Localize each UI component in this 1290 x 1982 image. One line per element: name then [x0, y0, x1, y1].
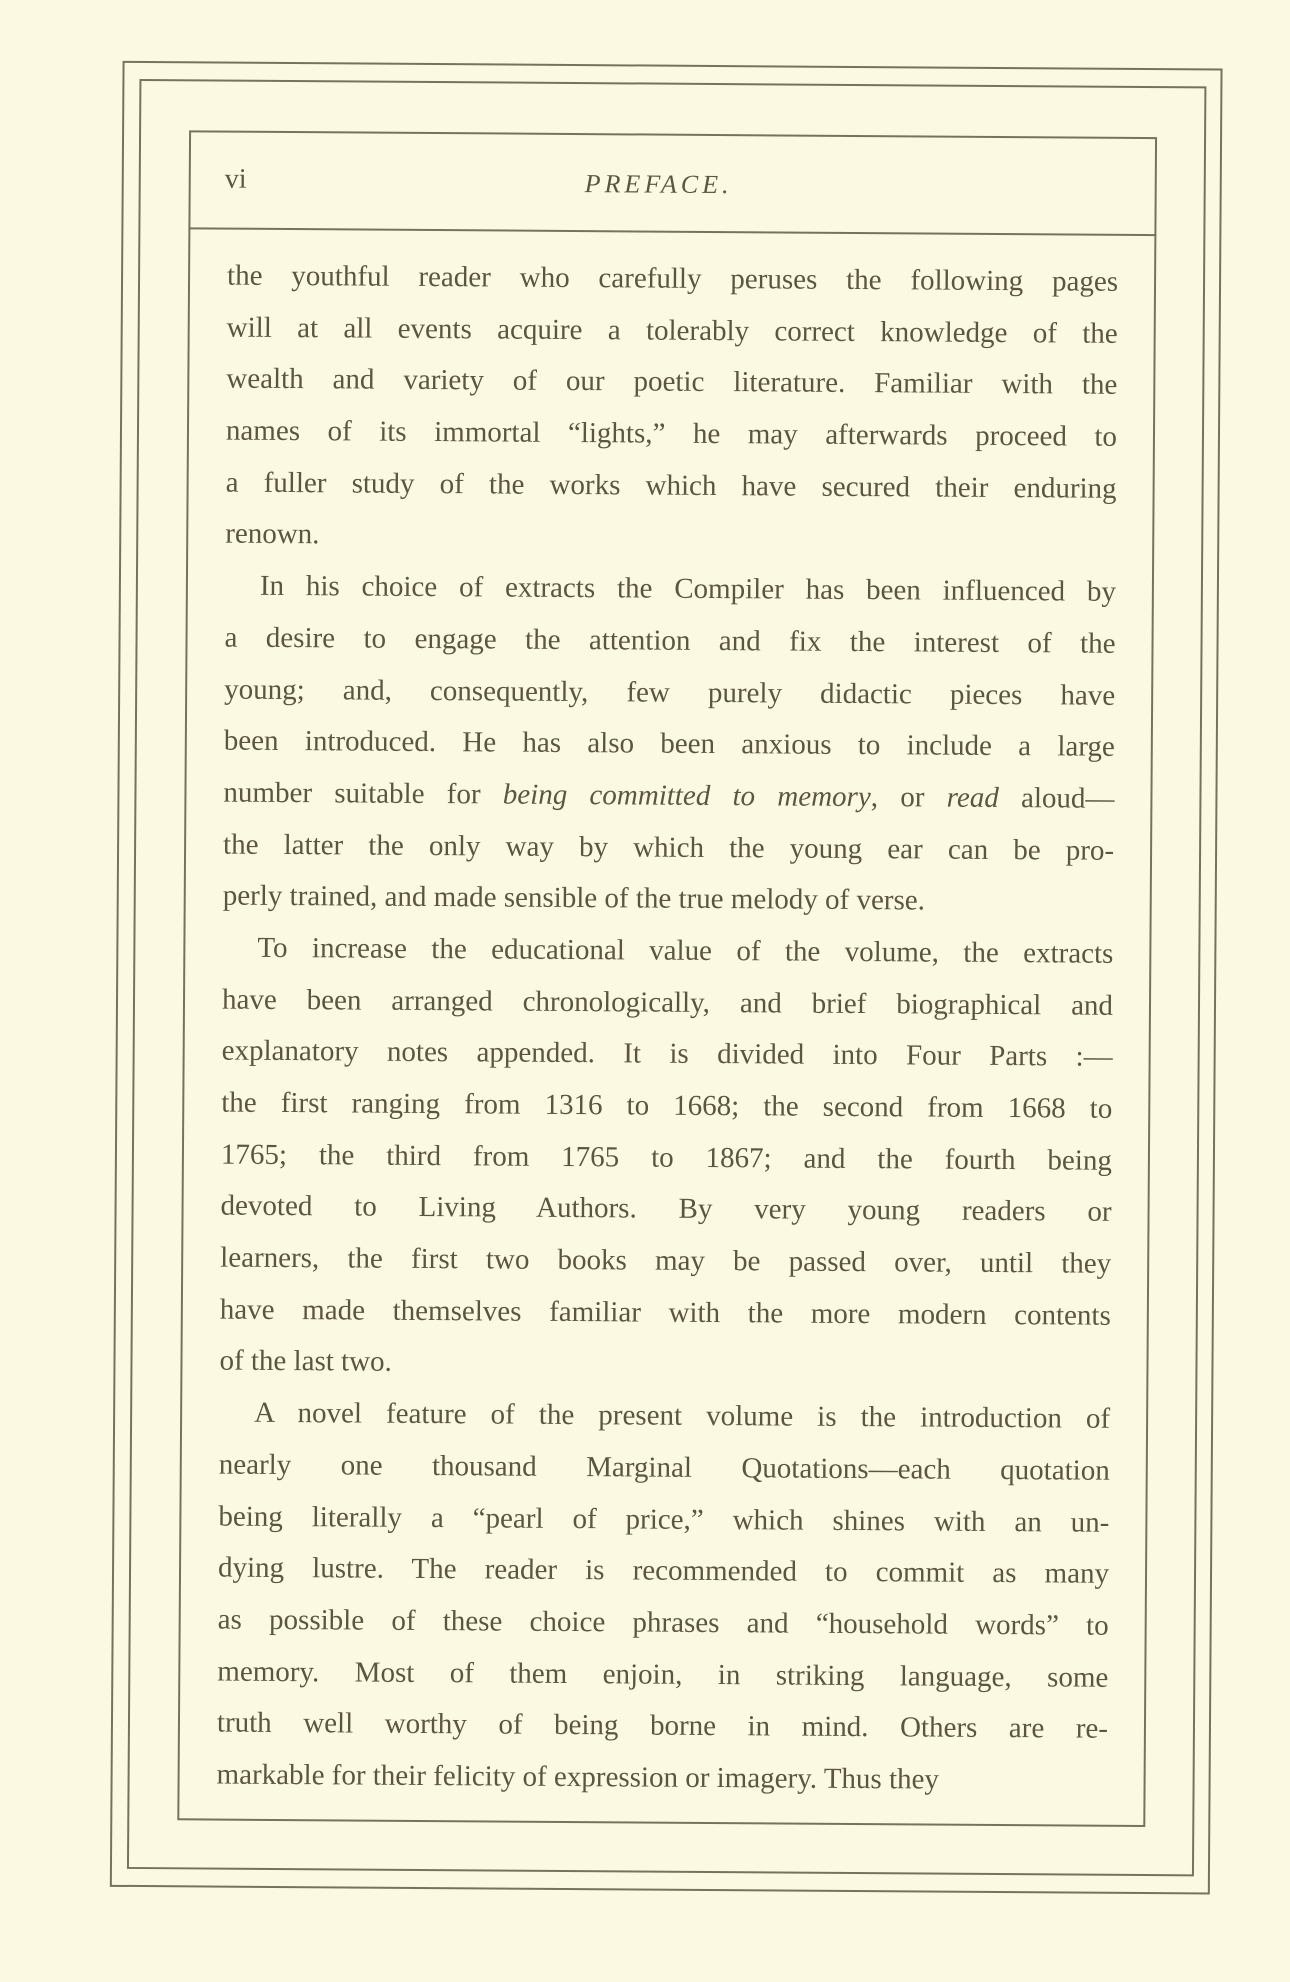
paragraph — [223, 561, 1117, 929]
paragraph — [225, 251, 1118, 567]
text-line — [226, 354, 1117, 412]
text-line — [220, 1284, 1111, 1342]
text-line — [222, 974, 1113, 1032]
text-line — [221, 1026, 1112, 1084]
text-line — [224, 716, 1115, 774]
page-number: vi — [224, 163, 247, 195]
text-segment: 1765; the third from 1765 to 1867; and the fourth being — [220, 1138, 1113, 1177]
text-segment: In his choice of extracts the Compiler has been influenced by — [259, 569, 1117, 608]
text-segment: have made themselves familiar with the more modern contents — [219, 1293, 1111, 1332]
text-line — [217, 1698, 1108, 1756]
text-segment: of the last two. — [219, 1345, 392, 1379]
text-line — [221, 1078, 1112, 1136]
text-segment: a desire to engage the attention and fix the interest of the — [224, 621, 1116, 660]
text-line — [218, 1491, 1109, 1549]
text-segment: have been arranged chronologically, and brief biographical and — [221, 983, 1114, 1022]
text-segment: To increase the educational value of the volume, the extracts — [257, 931, 1114, 970]
text-line — [226, 406, 1117, 464]
text-segment: the youthful reader who carefully peruses the following pages — [226, 259, 1119, 298]
text-segment: dying lustre. The reader is recommended to commit as many — [217, 1551, 1110, 1590]
text-segment: truth well worthy of being borne in mind. Others are re- — [216, 1706, 1109, 1746]
text-segment: the latter the only way by which the young ear can be pro- — [223, 828, 1115, 867]
text-segment: aloud— — [998, 781, 1115, 815]
text-segment: names of its immortal “lights,” he may afterwards proceed to — [225, 414, 1118, 453]
text-segment: learners, the first two books may be passed over, until they — [220, 1241, 1112, 1280]
text-line — [223, 767, 1114, 825]
italic-phrase: read — [946, 781, 999, 814]
italic-phrase: being committed to memory — [502, 778, 871, 813]
text-segment: wealth and variety of our poetic literature. Familiar with the — [226, 362, 1118, 402]
text-line — [220, 1181, 1111, 1239]
text-segment: been introduced. He has also been anxious to include a large — [223, 724, 1115, 763]
text-segment: the first ranging from 1316 to 1668; the second from 1668 to — [221, 1086, 1113, 1125]
text-line — [225, 561, 1116, 619]
text-line — [221, 1129, 1112, 1187]
preface-body — [216, 251, 1118, 1808]
text-line — [220, 1233, 1111, 1291]
text-line — [224, 612, 1115, 670]
text-line — [216, 1749, 1107, 1807]
running-head: PREFACE. — [584, 169, 733, 200]
text-line — [223, 871, 1114, 929]
text-line — [218, 1594, 1109, 1652]
text-segment: markable for their felicity of expression or imagery. Thus they — [216, 1758, 940, 1796]
text-segment: being literally a “pearl of price,” which shines with an un- — [218, 1500, 1110, 1539]
text-segment: explanatory notes appended. It is divided into Four Parts :— — [221, 1034, 1113, 1074]
text-line — [218, 1543, 1109, 1601]
text-line — [227, 251, 1118, 309]
text-segment: perly trained, and made sensible of the true melody of verse. — [222, 879, 926, 917]
text-line — [217, 1646, 1108, 1704]
text-segment: as possible of these choice phrases and “household words” to — [217, 1603, 1109, 1642]
text-line — [225, 509, 1116, 567]
text-line — [224, 664, 1115, 722]
text-line — [219, 1388, 1110, 1446]
text-segment: young; and, consequently, few purely didactic pieces have — [224, 673, 1116, 712]
text-segment: number suitable for — [223, 776, 503, 811]
text-segment: , or — [870, 780, 947, 814]
text-segment: will at all events acquire a tolerably correct knowledge of the — [226, 311, 1118, 350]
text-segment: A novel feature of the present volume is the introduction of — [254, 1396, 1111, 1435]
text-line — [222, 923, 1113, 981]
text-line — [223, 819, 1114, 877]
text-segment: nearly one thousand Marginal Quotations—each quotation — [218, 1448, 1110, 1487]
text-segment: memory. Most of them enjoin, in striking language, some — [217, 1655, 1109, 1694]
paragraph — [219, 923, 1113, 1394]
paragraph — [216, 1388, 1110, 1808]
text-segment: a fuller study of the works which have secured their enduring — [225, 466, 1117, 505]
text-line — [219, 1439, 1110, 1497]
text-segment: devoted to Living Authors. By very young readers or — [220, 1189, 1112, 1229]
text-line — [219, 1336, 1110, 1394]
text-segment: renown. — [225, 518, 320, 551]
text-line — [227, 302, 1118, 360]
text-line — [225, 457, 1116, 515]
